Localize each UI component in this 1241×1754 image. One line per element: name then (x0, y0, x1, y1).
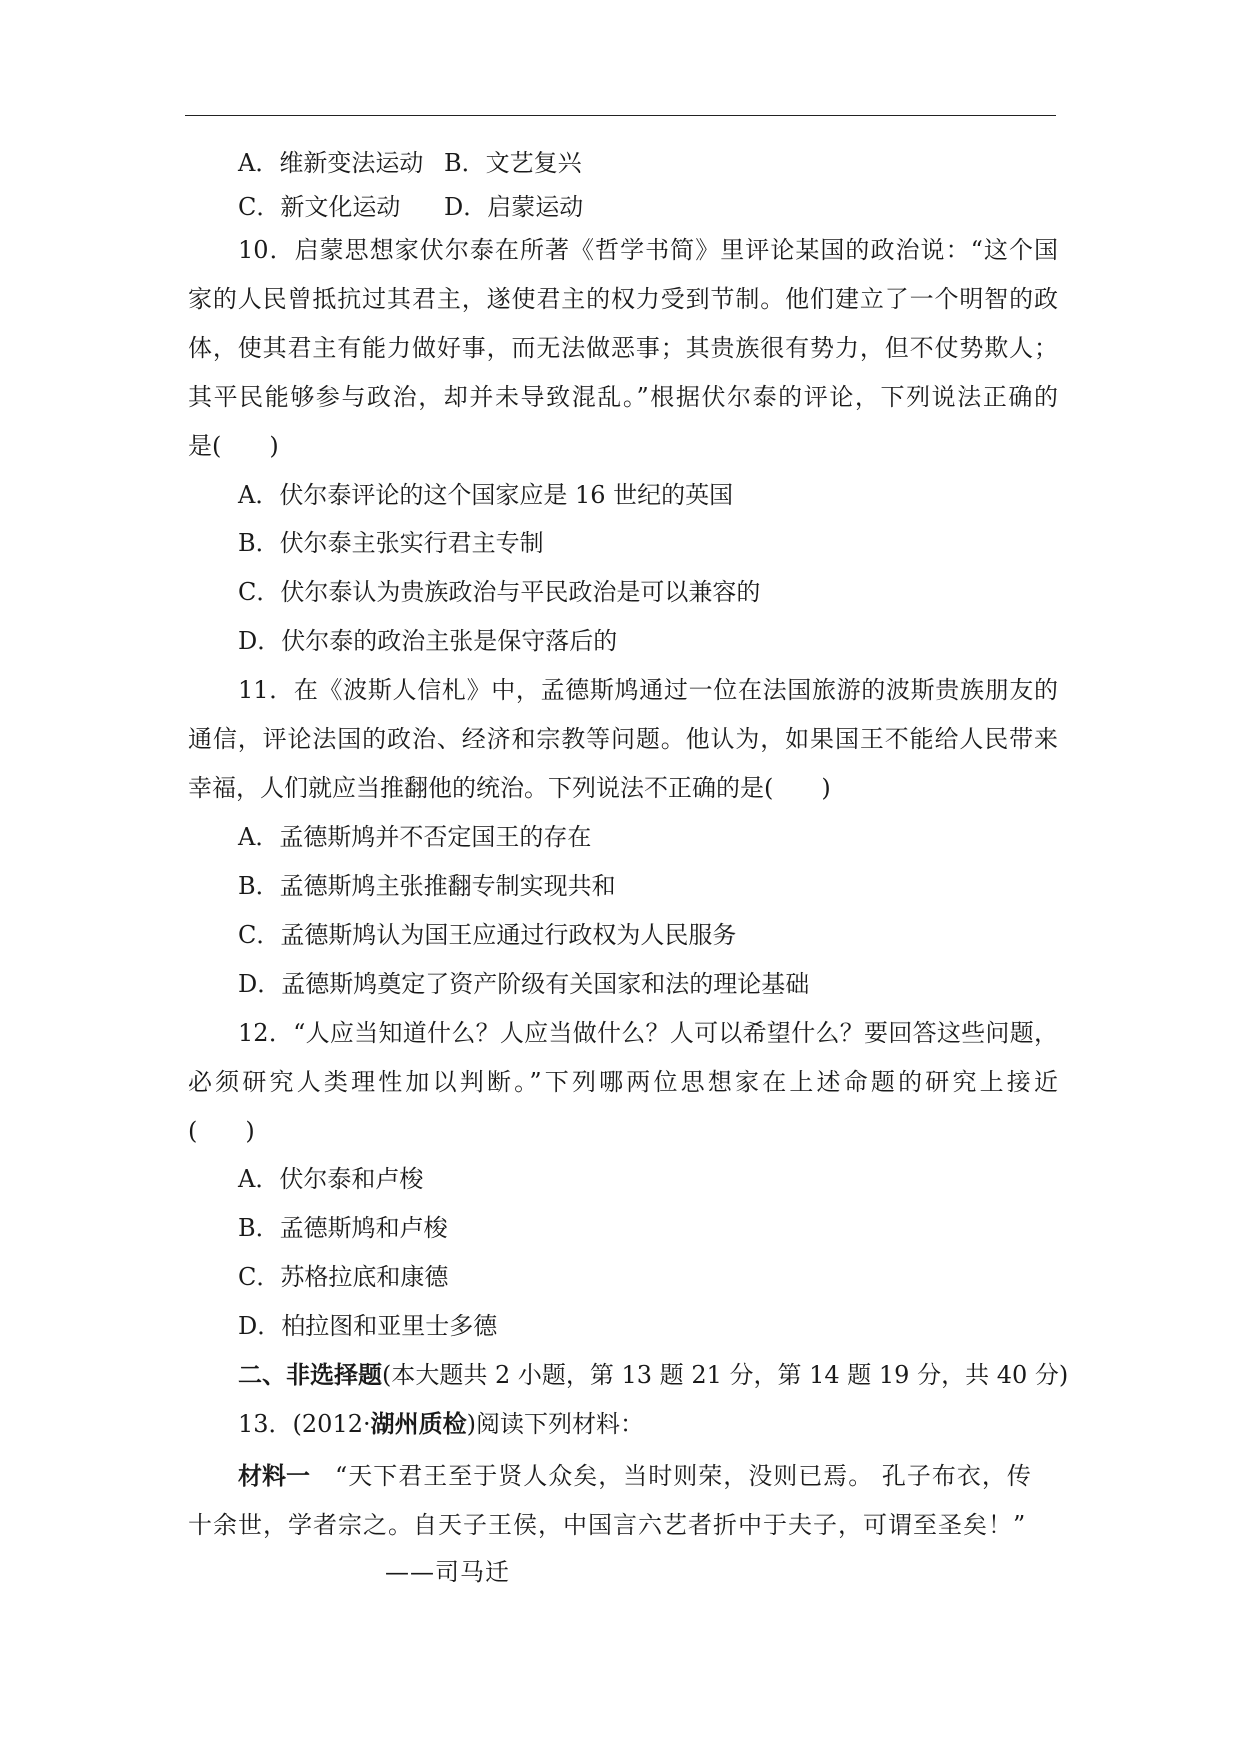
q11-option-a: A．孟德斯鸠并不否定国王的存在 (238, 823, 592, 851)
q10-option-a: A．伏尔泰评论的这个国家应是 16 世纪的英国 (238, 481, 734, 509)
option-a: A．维新变法运动 (238, 149, 424, 177)
option-c: C．新文化运动 (238, 193, 401, 221)
q13-source: 湖州质检 (370, 1410, 467, 1438)
q10-option-b: B．伏尔泰主张实行君主专制 (238, 529, 544, 557)
q13-stem (238, 1406, 1108, 1442)
q10-option-c: C．伏尔泰认为贵族政治与平民政治是可以兼容的 (238, 578, 761, 606)
section-2-heading: 二、非选择题 (238, 1361, 382, 1389)
prev-question-options-row-1 (238, 145, 1108, 181)
q13-material-1-line-1 (238, 1458, 1058, 1494)
material-label: 材料一 (238, 1462, 310, 1490)
q11-stem-line-3: 幸福，人们就应当推翻他的统治。下列说法不正确的是( ) (188, 774, 831, 802)
header-rule (185, 115, 1056, 116)
q10-stem-line-2: 家的人民曾抵抗过其君主，遂使君主的权力受到节制。他们建立了一个明智的政 (188, 285, 1058, 313)
q11-option-c: C．孟德斯鸠认为国王应通过行政权为人民服务 (238, 921, 737, 949)
material-1-text-1: “天下君王至于贤人众矣，当时则荣，没则已焉。 孔子布衣，传 (310, 1462, 1032, 1490)
q12-stem-line-3: ( ) (188, 1117, 255, 1145)
q10-stem-line-4: 其平民能够参与政治，却并未导致混乱。”根据伏尔泰的评论，下列说法正确的 (188, 383, 1058, 411)
q12-option-d: D．柏拉图和亚里士多德 (238, 1312, 498, 1340)
q11-stem-line-1: 11．在《波斯人信札》中，孟德斯鸠通过一位在法国旅游的波斯贵族朋友的 (238, 676, 1058, 704)
q11-option-b: B．孟德斯鸠主张推翻专制实现共和 (238, 872, 616, 900)
q11-option-d: D．孟德斯鸠奠定了资产阶级有关国家和法的理论基础 (238, 970, 810, 998)
q12-option-a: A．伏尔泰和卢梭 (238, 1165, 424, 1193)
prev-question-options-row-2 (238, 189, 1108, 225)
q10-stem-line-3: 体，使其君主有能力做好事，而无法做恶事；其贵族很有势力，但不仗势欺人； (188, 334, 1058, 362)
q12-option-b: B．孟德斯鸠和卢梭 (238, 1214, 448, 1242)
q13-intro: )阅读下列材料： (466, 1410, 644, 1438)
q12-stem-line-1: 12．“人应当知道什么？人应当做什么？人可以希望什么？要回答这些问题， (238, 1019, 1058, 1047)
option-b: B．文艺复兴 (444, 149, 582, 177)
section-2-note: (本大题共 2 小题，第 13 题 21 分，第 14 题 19 分，共 40 分) (382, 1361, 1069, 1389)
q12-stem-line-2: 必须研究人类理性加以判断。”下列哪两位思想家在上述命题的研究上接近 (188, 1068, 1058, 1096)
q10-option-d: D．伏尔泰的政治主张是保守落后的 (238, 627, 618, 655)
q13-material-1-attribution: ——司马迁 (385, 1558, 510, 1586)
section-2-heading-line (238, 1357, 1108, 1393)
q10-stem-line-1: 10．启蒙思想家伏尔泰在所著《哲学书简》里评论某国的政治说：“这个国 (238, 236, 1058, 264)
option-d: D．启蒙运动 (444, 193, 584, 221)
q13-material-1-line-2: 十余世，学者宗之。自天子王侯，中国言六艺者折中于夫子，可谓至圣矣！” (188, 1511, 1027, 1539)
q13-number: 13．(2012· (238, 1410, 371, 1438)
q12-option-c: C．苏格拉底和康德 (238, 1263, 449, 1291)
q11-stem-line-2: 通信，评论法国的政治、经济和宗教等问题。他认为，如果国王不能给人民带来 (188, 725, 1058, 753)
q10-stem-line-5: 是( ) (188, 432, 279, 460)
